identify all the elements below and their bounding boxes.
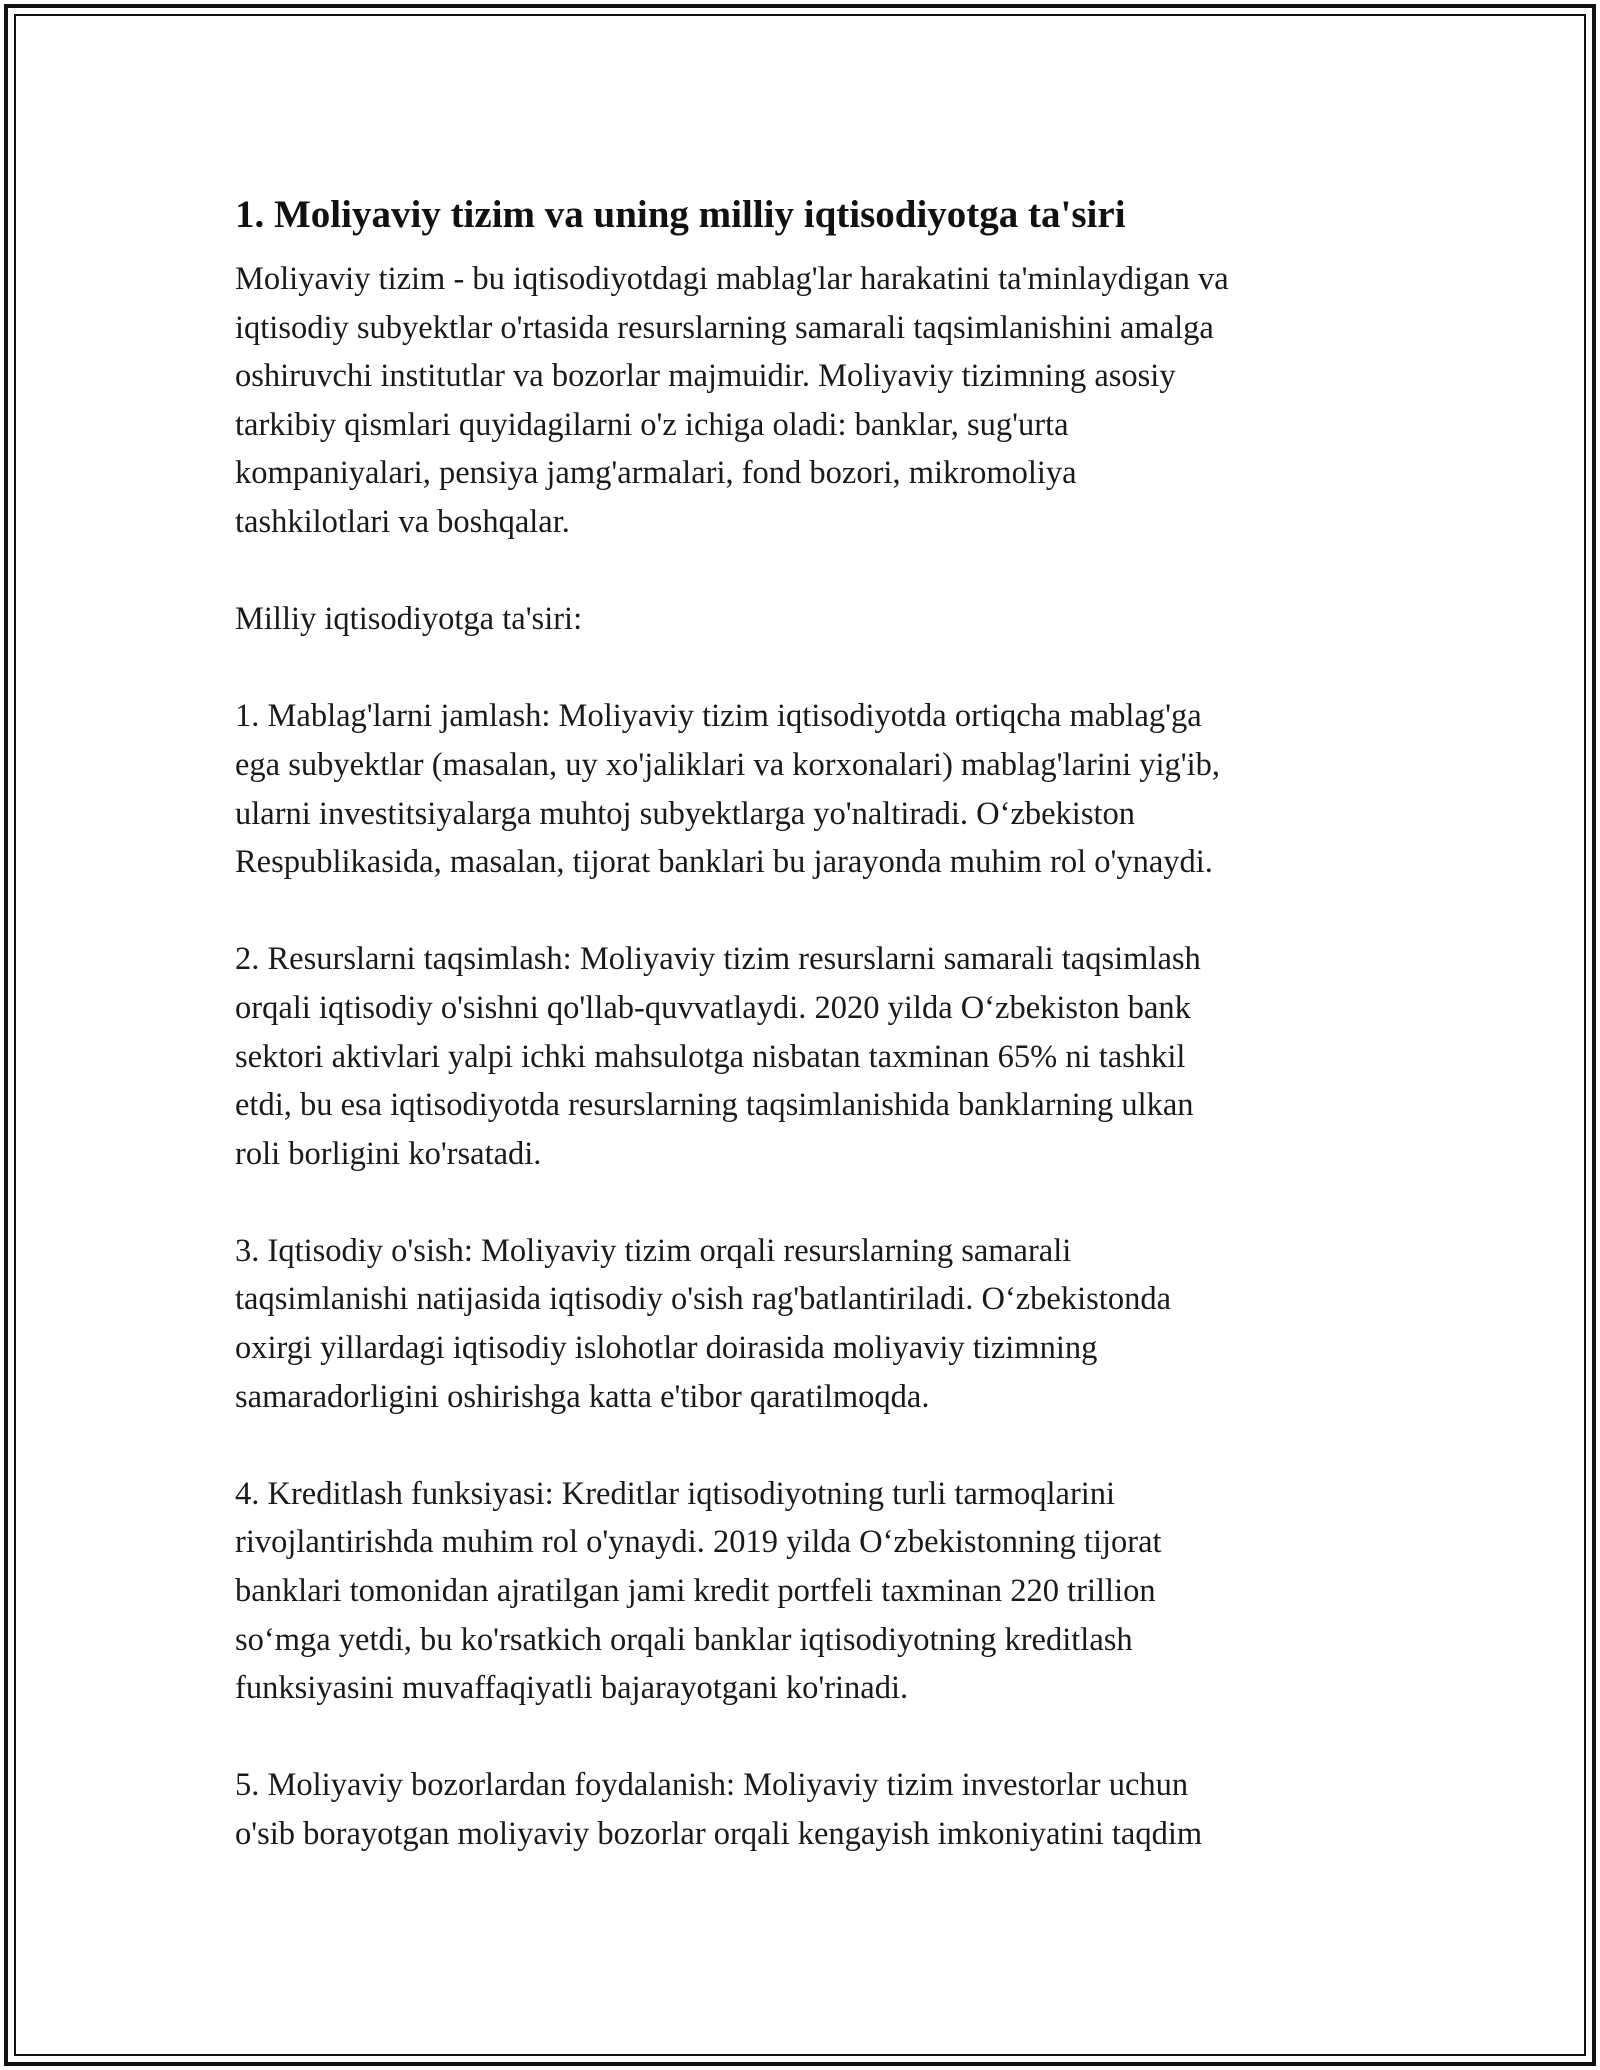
- document-page: [235, 185, 1365, 1859]
- text-line: 1. Mablag'larni jamlash: Moliyaviy tizim iqtisodiyotda ortiqcha mablag'ga: [235, 698, 1202, 735]
- text-line: banklari tomonidan ajratilgan jami kredit portfeli taxminan 220 trillion: [235, 1573, 1156, 1610]
- text-line: Moliyaviy tizim - bu iqtisodiyotdagi mablag'lar harakatini ta'minlaydigan va: [235, 261, 1229, 297]
- paragraph-subheading: [235, 595, 1365, 644]
- text-line: 5. Moliyaviy bozorlardan foydalanish: Moliyaviy tizim investorlar uchun: [235, 1767, 1189, 1804]
- text-line: roli borligini ko'rsatadi.: [235, 1135, 542, 1172]
- text-line: o'sib borayotgan moliyaviy bozorlar orqali kengayish imkoniyatini taqdim: [235, 1816, 1203, 1852]
- paragraph-intro: [235, 255, 1365, 547]
- document-title: 1. Moliyaviy tizim va uning milliy iqtisodiyotga ta'siri: [235, 193, 1126, 236]
- text-line: tarkibiy qismlari quyidagilarni o'z ichiga oladi: banklar, sug'urta: [235, 406, 1069, 443]
- text-line: Respublikasida, masalan, tijorat banklari bu jarayonda muhim rol o'ynaydi.: [235, 844, 1213, 881]
- text-line: tashkilotlari va boshqalar.: [235, 503, 570, 540]
- text-line: kompaniyalari, pensiya jamg'armalari, fond bozori, mikromoliya: [235, 455, 1077, 492]
- text-line: oxirgi yillardagi iqtisodiy islohotlar doirasida moliyaviy tizimning: [235, 1330, 1098, 1367]
- text-line: sektori aktivlari yalpi ichki mahsulotga nisbatan taxminan 65% ni tashkil: [235, 1038, 1186, 1075]
- paragraph-item-1: [235, 692, 1365, 886]
- paragraph-item-2: [235, 935, 1365, 1178]
- text-line: 4. Kreditlash funksiyasi: Kreditlar iqtisodiyotning turli tarmoqlarini: [235, 1475, 1116, 1512]
- text-line: ega subyektlar (masalan, uy xo'jaliklari va korxonalari) mablag'larini yig'ib,: [235, 746, 1221, 783]
- text-line: 2. Resurslarni taqsimlash: Moliyaviy tizim resurslarni samarali taqsimlash: [235, 941, 1201, 978]
- paragraph-item-3: [235, 1227, 1365, 1421]
- text-line: oshiruvchi institutlar va bozorlar majmuidir. Moliyaviy tizimning asosiy: [235, 358, 1176, 395]
- paragraph-item-4: [235, 1470, 1365, 1713]
- text-line: rivojlantirishda muhim rol o'ynaydi. 2019 yilda O‘zbekistonning tijorat: [235, 1524, 1162, 1561]
- text-line: etdi, bu esa iqtisodiyotda resurslarning taqsimlanishida banklarning ulkan: [235, 1087, 1194, 1124]
- text-line: taqsimlanishi natijasida iqtisodiy o'sish rag'batlantiriladi. O‘zbekistonda: [235, 1281, 1171, 1318]
- paragraph-item-5: [235, 1761, 1365, 1858]
- text-line: 3. Iqtisodiy o'sish: Moliyaviy tizim orqali resurslarning samarali: [235, 1232, 1072, 1269]
- text-line: samaradorligini oshirishga katta e'tibor qaratilmoqda.: [235, 1378, 930, 1415]
- text-line: orqali iqtisodiy o'sishni qo'llab-quvvatlaydi. 2020 yilda O‘zbekiston bank: [235, 989, 1191, 1026]
- text-line: Milliy iqtisodiyotga ta'siri:: [235, 601, 583, 638]
- text-line: so‘mga yetdi, bu ko'rsatkich orqali banklar iqtisodiyotning kreditlash: [235, 1621, 1133, 1658]
- text-line: iqtisodiy subyektlar o'rtasida resurslarning samarali taqsimlanishini amalga: [235, 309, 1214, 346]
- document-body: [235, 255, 1365, 1859]
- text-line: funksiyasini muvaffaqiyatli bajarayotgani ko'rinadi.: [235, 1670, 909, 1707]
- text-line: ularni investitsiyalarga muhtoj subyektlarga yo'naltiradi. O‘zbekiston: [235, 795, 1136, 832]
